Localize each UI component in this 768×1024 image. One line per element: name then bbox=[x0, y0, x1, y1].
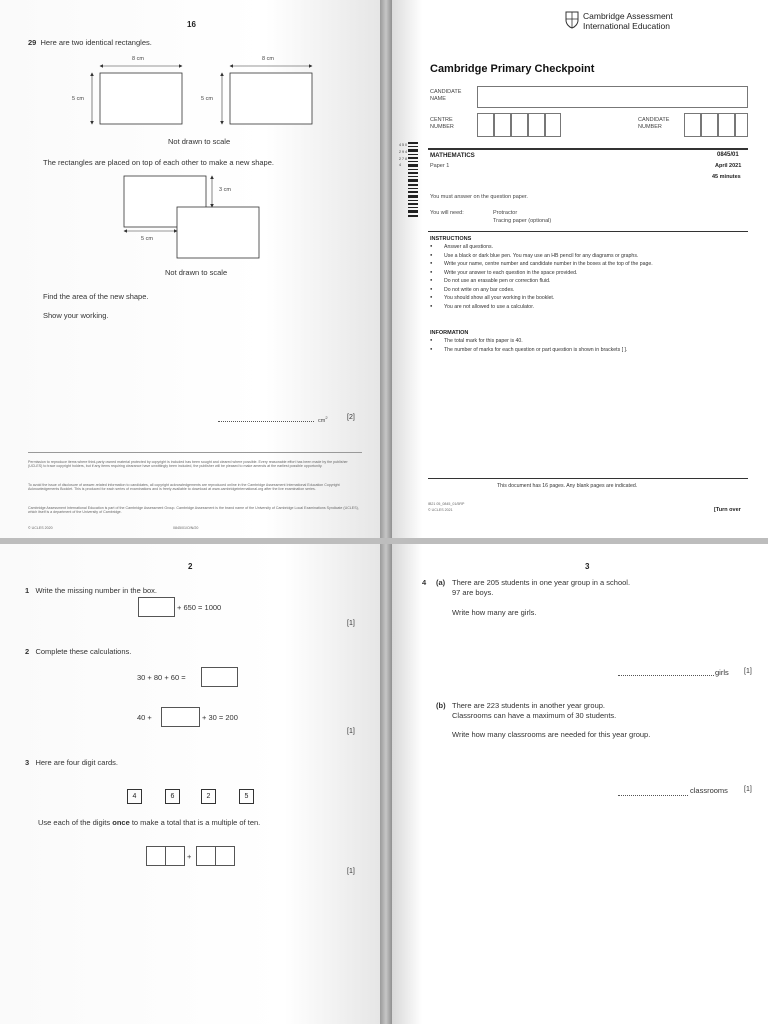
q3-digit-box[interactable] bbox=[165, 846, 185, 866]
question-3: 3 Here are four digit cards. bbox=[25, 758, 118, 767]
session: April 2021 bbox=[715, 163, 742, 169]
digit-card: 4 bbox=[127, 789, 142, 804]
page-number: 2 bbox=[188, 562, 193, 571]
turn-over: [Turn over bbox=[714, 507, 741, 513]
placed-text: The rectangles are placed on top of each other to make a new shape. bbox=[43, 158, 274, 167]
q3-marks: [1] bbox=[347, 868, 355, 875]
pages-note: This document has 16 pages. Any blank pages are indicated. bbox=[497, 483, 638, 489]
q4b-answer-line[interactable] bbox=[618, 795, 688, 796]
q2-equation-2-right: + 30 = 200 bbox=[202, 713, 238, 722]
logo-line-2: International Education bbox=[583, 21, 670, 31]
show-working-text: Show your working. bbox=[43, 311, 109, 320]
q4b-label: (b) bbox=[436, 701, 446, 710]
you-will-need-label: You will need: bbox=[430, 210, 464, 216]
question-number: 29 bbox=[28, 38, 37, 47]
question-4-number: 4 bbox=[422, 578, 427, 587]
question-text: Here are two identical rectangles. bbox=[40, 38, 152, 47]
information-item: ● The number of marks for each question or part question is shown in brackets [ ]. bbox=[430, 346, 748, 355]
answer-line[interactable] bbox=[218, 421, 314, 422]
q4b-text-1: There are 223 students in another year group. bbox=[452, 701, 606, 710]
header-rule bbox=[428, 148, 748, 150]
footer-rule bbox=[428, 478, 748, 479]
rectangle-2 bbox=[230, 73, 312, 124]
q3-digit-box[interactable] bbox=[215, 846, 235, 866]
q2-equation-2-left: 40 + bbox=[137, 713, 152, 722]
instruction-item: ● You are not allowed to use a calculator. bbox=[430, 303, 748, 312]
barcode-number: 4 5 0 2 9 4 2 7 8 4 bbox=[399, 143, 407, 168]
q4a-answer-line[interactable] bbox=[618, 675, 714, 676]
rect2-height-label: 5 cm bbox=[201, 96, 213, 102]
paper-number: Paper 1 bbox=[430, 163, 450, 169]
q3-instruction: Use each of the digits once to make a total that is a multiple of ten. bbox=[38, 818, 261, 827]
section-rule bbox=[428, 231, 748, 232]
digit-card: 2 bbox=[201, 789, 216, 804]
candidate-number-box[interactable] bbox=[718, 113, 735, 137]
page-number: 3 bbox=[585, 562, 590, 571]
paper-title: Cambridge Primary Checkpoint bbox=[430, 63, 595, 75]
q4b-marks: [1] bbox=[744, 786, 752, 793]
q2b-answer-box[interactable] bbox=[161, 707, 200, 727]
not-to-scale-note: Not drawn to scale bbox=[168, 137, 231, 146]
question-1: 1 Write the missing number in the box. bbox=[25, 586, 158, 595]
instruction-item: ● Do not use an erasable pen or correction fluid. bbox=[430, 277, 748, 286]
q1-marks: [1] bbox=[347, 620, 355, 627]
q4a-question: Write how many are girls. bbox=[452, 608, 537, 617]
q4a-unit: girls bbox=[715, 668, 729, 677]
identical-rectangles-diagram bbox=[0, 0, 380, 300]
copyright: © UCLES 2021 bbox=[428, 508, 453, 512]
centre-number-label: CENTRE NUMBER bbox=[430, 117, 454, 130]
instructions-heading: INSTRUCTIONS bbox=[430, 236, 472, 242]
q3-digit-box[interactable] bbox=[146, 846, 166, 866]
instructions-list bbox=[430, 243, 748, 312]
rect2-width-label: 8 cm bbox=[262, 56, 274, 62]
instruction-item: ● Do not write on any bar codes. bbox=[430, 286, 748, 295]
q4a-text-2: 97 are boys. bbox=[452, 588, 494, 597]
page-3 bbox=[392, 544, 768, 1024]
instruction-item: ● Answer all questions. bbox=[430, 243, 748, 252]
need-item-protractor: Protractor bbox=[493, 210, 518, 216]
shield-icon bbox=[565, 11, 579, 29]
shape-rectangle-front bbox=[177, 207, 259, 258]
instruction-item: ● Use a black or dark blue pen. You may use an HB pencil for any diagrams or graphs. bbox=[430, 252, 748, 261]
candidate-number-box[interactable] bbox=[701, 113, 718, 137]
candidate-name-field[interactable] bbox=[477, 86, 748, 108]
overlap-height-label: 3 cm bbox=[219, 187, 231, 193]
marks: [2] bbox=[347, 414, 355, 421]
page-number: 16 bbox=[187, 20, 196, 29]
document-code: IB21 05_0845_01/5RP bbox=[428, 502, 465, 506]
q4a-text-1: There are 205 students in one year group in a school. bbox=[452, 578, 631, 587]
paper-code: 0845/01 bbox=[717, 152, 739, 158]
centre-number-box[interactable] bbox=[528, 113, 545, 137]
q4b-question: Write how many classrooms are needed for this year group. bbox=[452, 730, 651, 739]
digit-card: 5 bbox=[239, 789, 254, 804]
rectangle-1 bbox=[100, 73, 182, 124]
overlap-width-label: 5 cm bbox=[141, 236, 153, 242]
ucles-note: Cambridge Assessment International Education is part of the Cambridge Assessment Group. Cambridge Assessment is the brand name of the University of Cambridge Local Examinations Syndicate (UCLES), which itself is a department of the University of Cambridge. bbox=[28, 506, 359, 515]
answer-instruction: You must answer on the question paper. bbox=[430, 194, 528, 200]
duration: 45 minutes bbox=[712, 174, 741, 180]
footer-rule bbox=[28, 452, 362, 453]
q2-marks: [1] bbox=[347, 728, 355, 735]
centre-number-box[interactable] bbox=[545, 113, 561, 137]
subject: MATHEMATICS bbox=[430, 152, 475, 159]
acknowledgements-note: To avoid the issue of disclosure of answer-related information to candidates, all copyright acknowledgements are reproduced online in the Cambridge Assessment International Education Copyright Acknowledgements Booklet. This is produced for each series of examinations and is freely available to download at www.cambridgeinternational.org after the live examination series. bbox=[28, 483, 340, 492]
candidate-number-box[interactable] bbox=[684, 113, 701, 137]
q2-equation-1: 30 + 80 + 60 = bbox=[137, 673, 186, 682]
rect1-height-label: 5 cm bbox=[72, 96, 84, 102]
instruction-item: ● You should show all your working in the booklet. bbox=[430, 294, 748, 303]
centre-number-box[interactable] bbox=[477, 113, 494, 137]
candidate-number-label: CANDIDATE NUMBER bbox=[638, 117, 670, 130]
question-2: 2 Complete these calculations. bbox=[25, 647, 132, 656]
q1-equation: + 650 = 1000 bbox=[177, 603, 222, 612]
q4b-text-2: Classrooms can have a maximum of 30 students. bbox=[452, 711, 617, 720]
q2a-answer-box[interactable] bbox=[201, 667, 238, 687]
centre-number-box[interactable] bbox=[511, 113, 528, 137]
permission-note: Permission to reproduce items where third-party owned material protected by copyright is included has been sought and cleared where possible. Every reasonable effort has been made by the publisher (UCLES) to trace copyright holders, but if any items requiring clearance have unwittingly been included, the publisher will be pleased to make amends at the earliest possible opportunity. bbox=[28, 460, 348, 469]
q4b-unit: classrooms bbox=[690, 786, 728, 795]
find-area-text: Find the area of the new shape. bbox=[43, 292, 149, 301]
q3-plus-sign: + bbox=[187, 852, 192, 861]
paper-code: 0845/01/O/N/20 bbox=[173, 526, 199, 530]
book-spine bbox=[380, 0, 392, 1024]
q3-digit-box[interactable] bbox=[196, 846, 216, 866]
answer-unit: $cm^2$ bbox=[318, 415, 328, 424]
digit-card: 6 bbox=[165, 789, 180, 804]
candidate-number-box[interactable] bbox=[735, 113, 748, 137]
instruction-item: ● Write your answer to each question in the space provided. bbox=[430, 269, 748, 278]
centre-number-box[interactable] bbox=[494, 113, 511, 137]
page-16 bbox=[0, 0, 380, 538]
logo-line-1: Cambridge Assessment bbox=[583, 11, 673, 21]
q4a-marks: [1] bbox=[744, 668, 752, 675]
information-heading: INFORMATION bbox=[430, 330, 469, 336]
need-item-tracing-paper: Tracing paper (optional) bbox=[493, 218, 552, 224]
q1-answer-box[interactable] bbox=[138, 597, 175, 617]
page-2 bbox=[0, 544, 380, 1024]
q4a-label: (a) bbox=[436, 578, 446, 587]
information-list bbox=[430, 337, 748, 354]
candidate-name-label: CANDIDATE NAME bbox=[430, 89, 462, 102]
information-item: ● The total mark for this paper is 40. bbox=[430, 337, 748, 346]
not-to-scale-note: Not drawn to scale bbox=[165, 268, 228, 277]
copyright: © UCLES 2020 bbox=[28, 526, 53, 530]
instruction-item: ● Write your name, centre number and candidate number in the boxes at the top of the page. bbox=[430, 260, 748, 269]
rect1-width-label: 8 cm bbox=[132, 56, 144, 62]
